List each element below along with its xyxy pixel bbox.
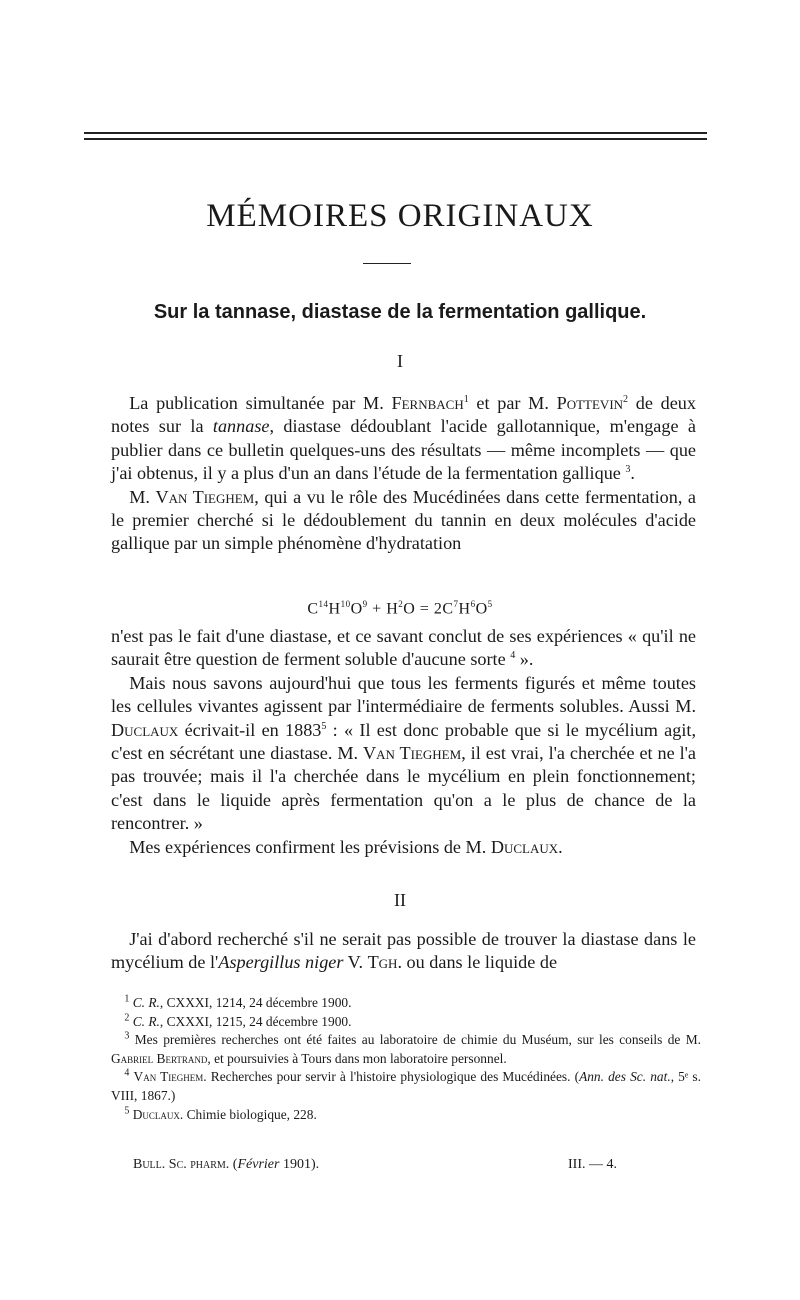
footer-page-number: III. — 4. — [568, 1157, 617, 1172]
footnote-2: $^2$ C. R., CXXXI, 1215, 24 décembre 1900. — [124, 1012, 352, 1029]
text-block-1 — [111, 392, 696, 556]
footnote-ref: 1 — [463, 393, 469, 405]
paragraph-4: Mais nous savons aujourd'hui que tous les ferments figurés et même toutes les cellules vivantes agissent par l'intermédiaire de ferments solubles. Aussi M. Duclaux écrivait-il en 1883$^5$ : « Il est donc probable que si le mycélium agit, c'est en sécrétant une diastase. M. Van Tieghem, il est vrai, l'a cherchée et ne l'a pas trouvée; mais il l'a cherchée dans le mycélium en plein fonctionnement; c'est dans le liquide après fermentation qu'on a le plus de chance de la rencontrer. » — [111, 672, 696, 834]
paragraph-2: M. Van Tieghem, qui a vu le rôle des Mucédinées dans cette fermentation, a le premier cherché si le dédoublement du tannin en deux molécules d'acide gallique par un simple phénomène d'hydratation — [111, 486, 697, 554]
paragraph-1: La publication simultanée par M. Fernbach$^1$ et par M. Pottevin$^2$ de deux notes sur la tannase, diastase dédoublant l'acide gallotannique, m'engage à publier dans ce bulletin quelques-uns des résultats — même incomplets — que j'ai obtenus, il y a plus d'un an dans l'étude de la fermentation gallique $^3$. — [111, 393, 696, 484]
footnote-ref: 4 — [510, 650, 516, 662]
footnote-ref: 5 — [321, 720, 327, 732]
section-heading: MÉMOIRES ORIGINAUX — [206, 198, 594, 234]
chemical-formula: $C^{14}H^{10}O^9 + H^2O = 2C^7H^6O^5$ — [307, 599, 493, 618]
author-name: Fernbach — [391, 393, 464, 413]
footnote-ref: 3 — [625, 464, 631, 476]
author-name: Van Tieghem — [155, 486, 255, 507]
footnote-ref: 2 — [623, 393, 629, 405]
footnote-4: $^4$ Van Tieghem. Recherches pour servir à l'histoire physiologique des Mucédinées. (Ann. des Sc. nat., 5ᵉ s. VIII, 1867.) — [111, 1067, 701, 1103]
author-name: Duclaux — [490, 836, 559, 857]
footnote-5: $^5$ Duclaux. Chimie biologique, 228. — [124, 1105, 317, 1122]
article-title: Sur la tannase, diastase de la fermentation gallique. — [153, 301, 647, 323]
top-rule-1 — [84, 132, 707, 134]
heading-divider — [363, 263, 411, 264]
paragraph-5: Mes expériences confirment les prévisions de M. Duclaux. — [129, 836, 563, 857]
paragraph-6: J'ai d'abord recherché s'il ne serait pas possible de trouver la diastase dans le mycélium de l'Aspergillus niger V. Tgh. ou dans le liquide de — [111, 929, 696, 973]
author-name: Pottevin — [556, 393, 624, 413]
footnotes — [111, 994, 701, 1124]
section-number-1: I — [397, 351, 403, 371]
author-name: Van Tieghem — [363, 743, 462, 764]
footnote-1: $^1$ C. R., CXXXI, 1214, 24 décembre 1900. — [124, 993, 352, 1010]
top-rule-2 — [84, 138, 707, 140]
section-number-2: II — [394, 890, 406, 910]
author-name: Duclaux — [111, 719, 179, 740]
paragraph-3: n'est pas le fait d'une diastase, et ce savant conclut de ses expériences « qu'il ne saurait être question de ferment soluble d'aucune sorte $^4$ ». — [111, 626, 696, 670]
text-block-3 — [111, 928, 696, 975]
footnote-3: $^3$ Mes premières recherches ont été faites au laboratoire de chimie du Muséum, sur les conseils de M. Gabriel Bertrand, et poursuivies à Tours dans mon laboratoire personnel. — [111, 1030, 701, 1066]
footer-journal: Bull. Sc. pharm. (Février 1901). — [133, 1157, 320, 1172]
text-block-2 — [111, 625, 696, 859]
